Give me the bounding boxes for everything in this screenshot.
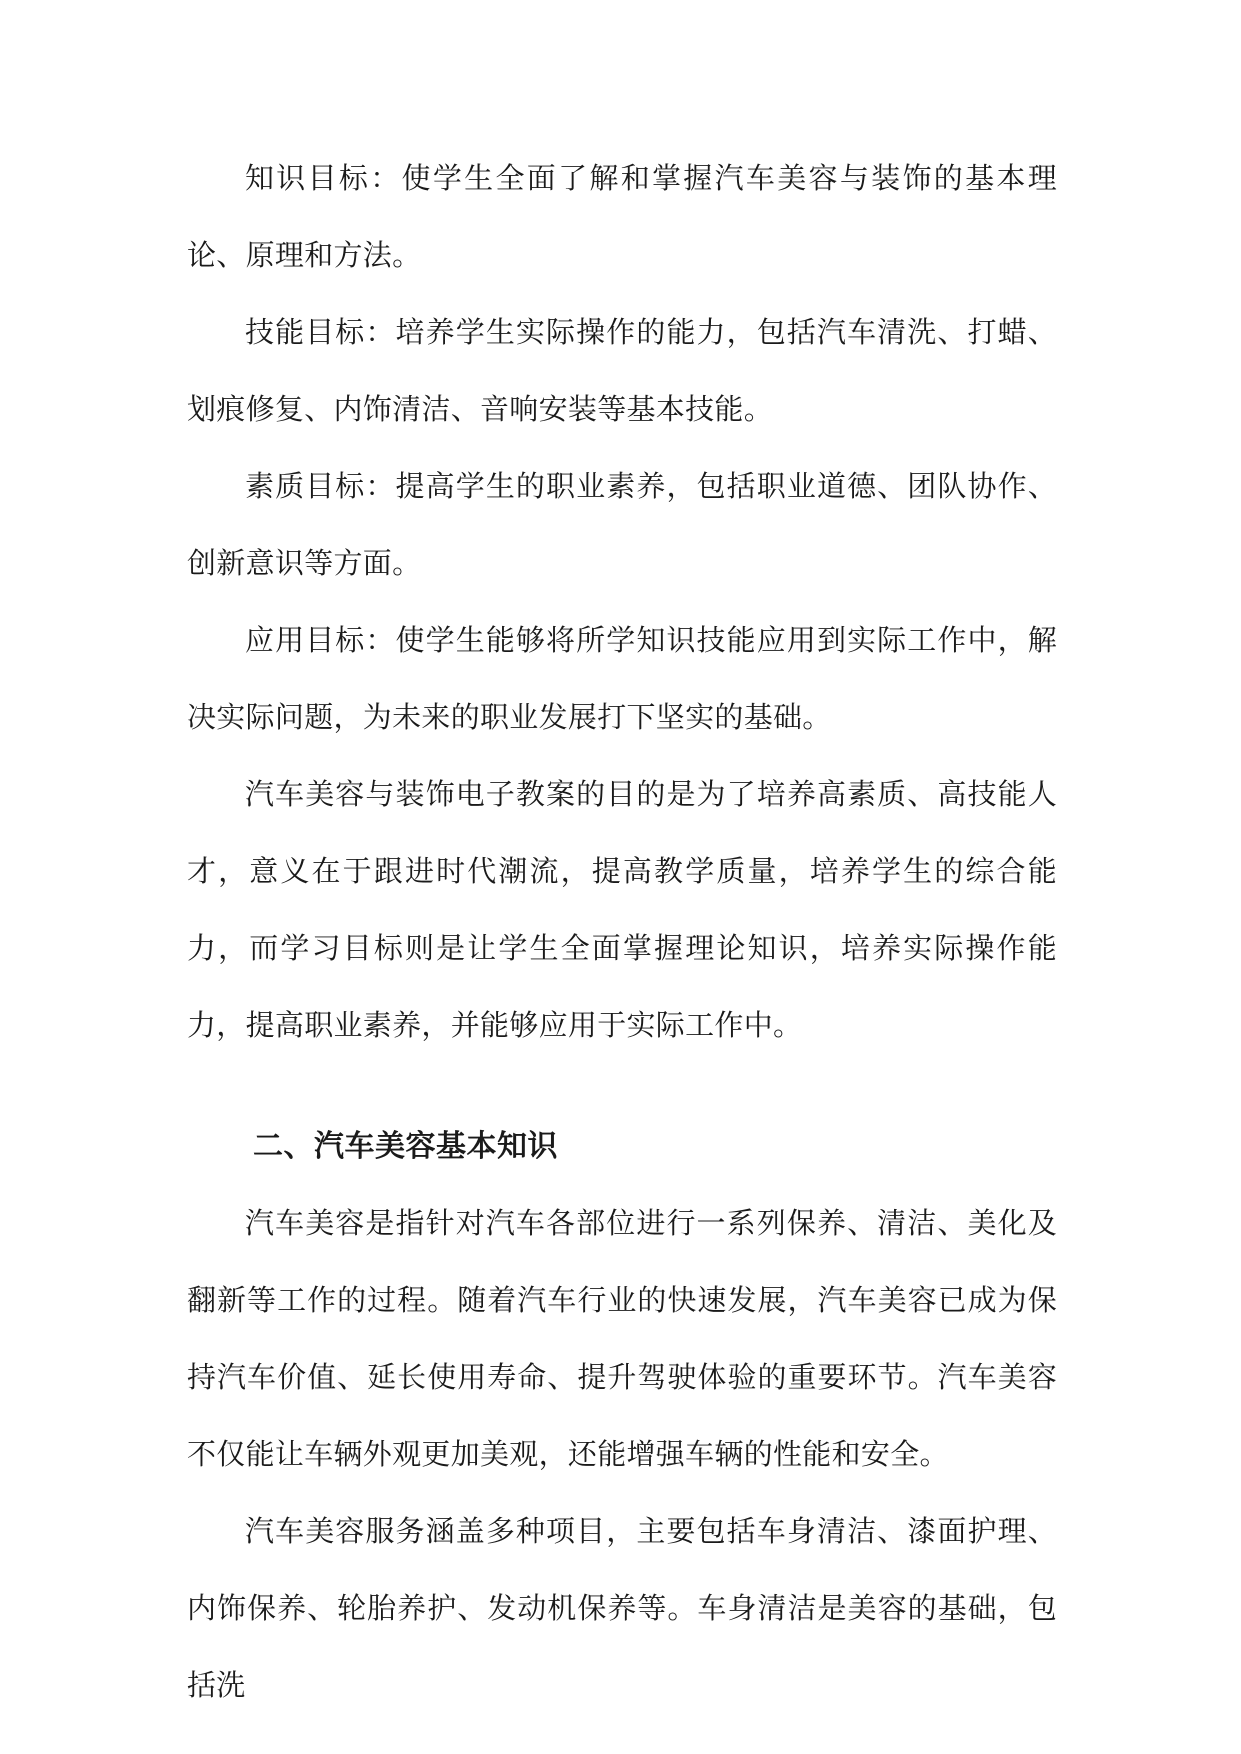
- paragraph-car-beauty-services: 汽车美容服务涵盖多种项目，主要包括车身清洁、漆面护理、内饰保养、轮胎养护、发动机保养等。车身清洁是美容的基础，包括洗: [187, 1514, 1057, 1702]
- document-body: [187, 140, 1057, 1724]
- paragraph-knowledge-goal: 知识目标：使学生全面了解和掌握汽车美容与装饰的基本理论、原理和方法。: [187, 161, 1057, 272]
- paragraph-car-beauty-definition: 汽车美容是指针对汽车各部位进行一系列保养、清洁、美化及翻新等工作的过程。随着汽车行业的快速发展，汽车美容已成为保持汽车价值、延长使用寿命、提升驾驶体验的重要环节。汽车美容不仅能让车辆外观更加美观，还能增强车辆的性能和安全。: [187, 1206, 1057, 1471]
- paragraph-application-goal: 应用目标：使学生能够将所学知识技能应用到实际工作中，解决实际问题，为未来的职业发展打下坚实的基础。: [187, 623, 1057, 734]
- paragraph-skill-goal: 技能目标：培养学生实际操作的能力，包括汽车清洗、打蜡、划痕修复、内饰清洁、音响安装等基本技能。: [187, 315, 1057, 426]
- section-heading: 二、汽车美容基本知识: [253, 1129, 558, 1164]
- paragraph-purpose-summary: 汽车美容与装饰电子教案的目的是为了培养高素质、高技能人才，意义在于跟进时代潮流，提高教学质量，培养学生的综合能力，而学习目标则是让学生全面掌握理论知识，培养实际操作能力，提高职业素养，并能够应用于实际工作中。: [187, 777, 1057, 1042]
- paragraph-quality-goal: 素质目标：提高学生的职业素养，包括职业道德、团队协作、创新意识等方面。: [187, 469, 1057, 580]
